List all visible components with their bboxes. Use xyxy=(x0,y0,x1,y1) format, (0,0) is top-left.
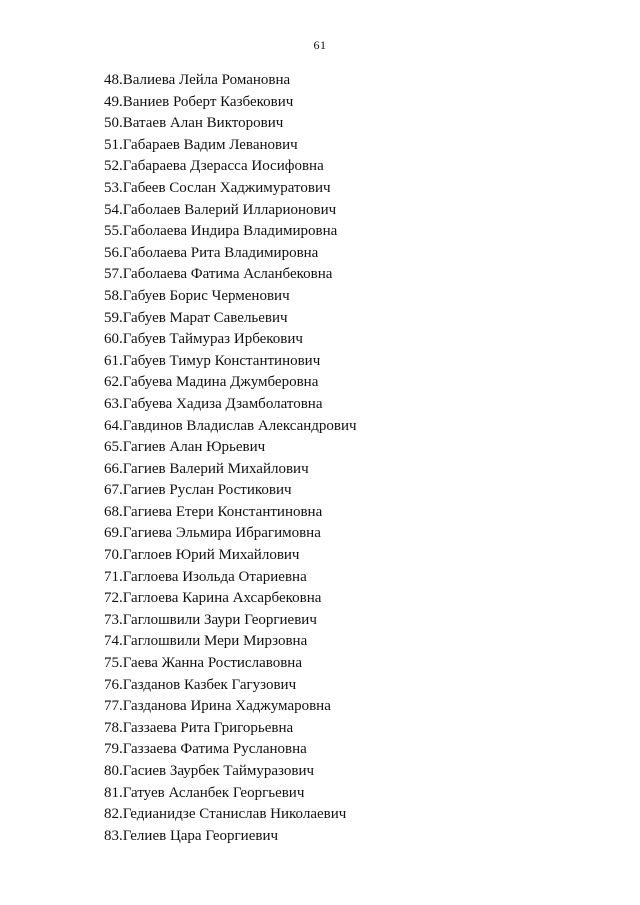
list-item: 49.Ваниев Роберт Казбекович xyxy=(104,93,294,110)
list-item: 54.Габолаев Валерий Илларионович xyxy=(104,201,337,218)
list-item: 75.Гаева Жанна Ростиславовна xyxy=(104,655,302,672)
list-item: 73.Гаглошвили Заури Георгиевич xyxy=(104,611,317,628)
list-item: 67.Гагиев Руслан Ростикович xyxy=(104,482,292,499)
list-item: 52.Габараева Дзерасса Иосифовна xyxy=(104,158,324,175)
list-item: 56.Габолаева Рита Владимировна xyxy=(104,244,319,261)
list-item: 71.Гаглоева Изольда Отариевна xyxy=(104,568,307,585)
list-item: 48.Валиева Лейла Романовна xyxy=(104,72,291,88)
list-item: 51.Габараев Вадим Леванович xyxy=(104,136,298,153)
list-item: 55.Габолаева Индира Владимировна xyxy=(104,223,338,240)
page-number: 61 xyxy=(313,38,327,52)
list-item: 82.Гедианидзе Станислав Николаевич xyxy=(104,806,347,823)
list-item: 60.Габуев Таймураз Ирбекович xyxy=(104,331,303,348)
list-item: 74.Гаглошвили Мери Мирзовна xyxy=(104,633,308,650)
list-item: 79.Газзаева Фатима Руслановна xyxy=(104,741,307,758)
list-item: 70.Гаглоев Юрий Михайлович xyxy=(104,547,300,564)
list-item: 65.Гагиев Алан Юрьевич xyxy=(104,439,266,456)
list-item: 50.Ватаев Алан Викторович xyxy=(104,115,284,132)
list-item: 80.Гасиев Заурбек Таймуразович xyxy=(104,763,315,779)
list-item: 64.Гавдинов Владислав Александрович xyxy=(104,417,357,434)
list-item: 77.Газданова Ирина Хаджумаровна xyxy=(104,698,331,715)
list-item: 62.Габуева Мадина Джумберовна xyxy=(104,374,319,391)
list-item: 76.Газданов Казбек Гагузович xyxy=(104,676,297,693)
list-item: 72.Гаглоева Карина Ахсарбековна xyxy=(104,590,322,607)
list-item: 59.Габуев Марат Савельевич xyxy=(104,309,288,326)
list-item: 53.Габеев Сослан Хаджимуратович xyxy=(104,179,331,196)
list-item: 61.Габуев Тимур Константинович xyxy=(104,352,321,369)
name-list xyxy=(104,70,357,847)
list-item: 81.Гатуев Асланбек Георгьевич xyxy=(104,784,305,801)
list-item: 57.Габолаева Фатима Асланбековна xyxy=(104,266,333,283)
list-item: 68.Гагиева Етери Константиновна xyxy=(104,503,323,520)
list-item: 69.Гагиева Эльмира Ибрагимовна xyxy=(104,525,321,542)
list-item: 58.Габуев Борис Черменович xyxy=(104,287,290,304)
list-item: 63.Габуева Хадиза Дзамболатовна xyxy=(104,395,323,412)
list-item: 66.Гагиев Валерий Михайлович xyxy=(104,460,309,477)
list-item: 78.Газзаева Рита Григорьевна xyxy=(104,719,294,736)
list-item: 83.Гелиев Цара Георгиевич xyxy=(104,827,279,844)
